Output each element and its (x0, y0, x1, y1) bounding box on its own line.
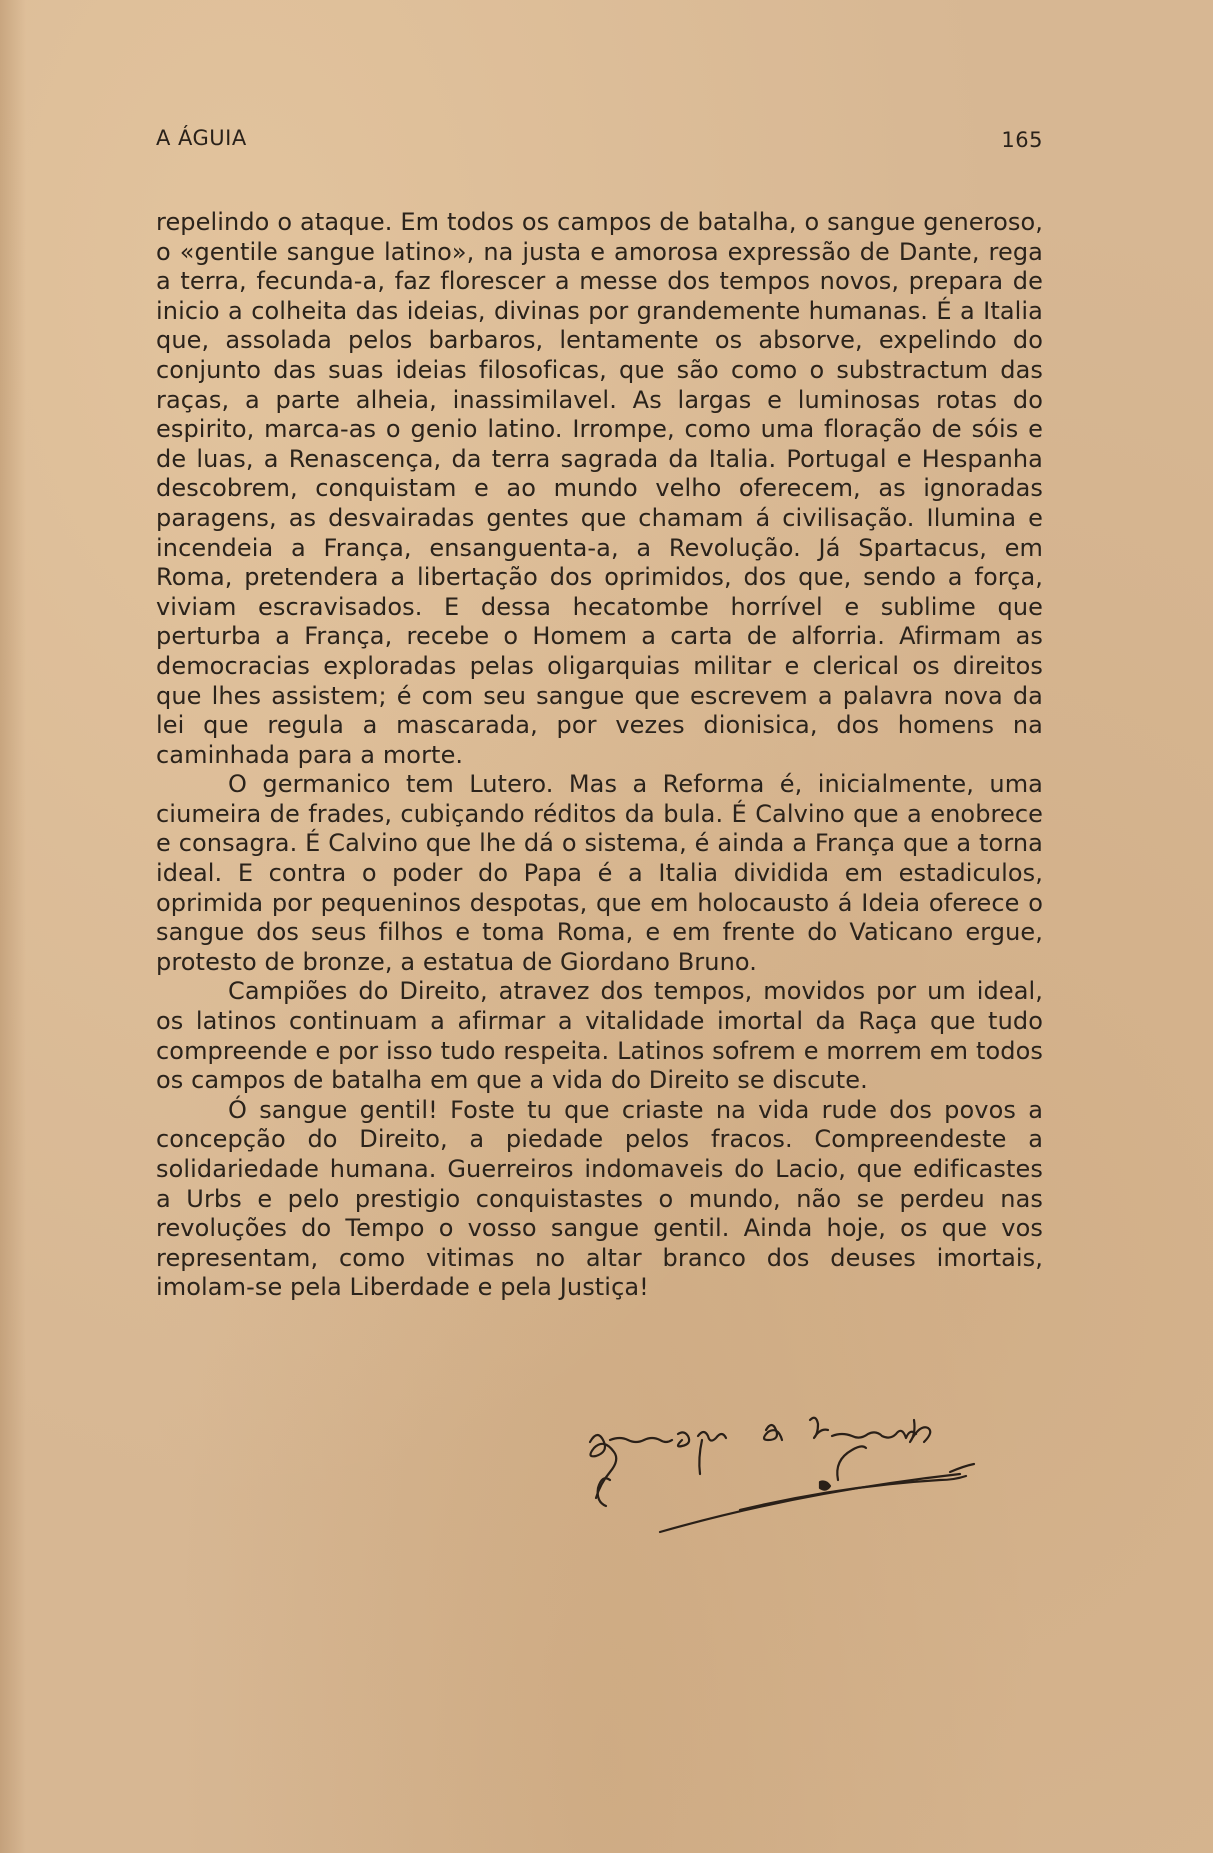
page-edge-shadow (0, 0, 26, 1853)
paragraph-2: O germanico tem Lutero. Mas a Reforma é, inicialmente, uma ciumeira de frades, cubiçando réditos da bula. É Calvino que a enobrece e consagra. É Calvino que lhe dá o sistema, é ainda a França que a torna ideal. E contra o poder do Papa é a Italia dividida em estadiculos, oprimida por pequeninos despotas, que em holocausto á Ideia oferece o sangue dos seus filhos e toma Roma, e em frente do Vaticano ergue, protesto de bronze, a estatua de Giordano Bruno. (156, 770, 1043, 976)
article-body (156, 208, 1043, 1303)
paragraph-4: Ó sangue gentil! Foste tu que criaste na vida rude dos povos a concepção do Direito, a piedade pelos fracos. Compreendeste a solidariedade humana. Guerreiros indomaveis do Lacio, que edificastes a Urbs e pelo prestigio conquistastes o mundo, não se perdeu nas revoluções do Tempo o vosso sangue gentil. Ainda hoje, os que vos representam, como vitimas no altar branco dos deuses imortais, imolam-se pela Liberdade e pela Justiça! (156, 1095, 1043, 1302)
handwritten-signature (570, 1410, 1040, 1540)
journal-title: A ÁGUIA (156, 126, 247, 150)
paragraph-1: repelindo o ataque. Em todos os campos de batalha, o sangue generoso, o «gentile sangue latino», na justa e amorosa expressão de Dante, rega a terra, fecunda-a, faz florescer a messe dos tempos novos, prepara de inicio a colheita das ideias, divinas por grandemente humanas. É a Italia que, assolada pelos barbaros, lentamente os absorve, expelindo do conjunto das suas ideias filosoficas, que são como o substractum das raças, a parte alheia, inassimilavel. As largas e luminosas rotas do espirito, marca-as o genio latino. Irrompe, como uma floração de sóis e de luas, a Renascença, da terra sagrada da Italia. Portugal e Hespanha descobrem, conquistam e ao mundo velho oferecem, as ignoradas paragens, as desvairadas gentes que chamam á civilisação. Ilumina e incendeia a França, ensanguenta-a, a Revolução. Já Spartacus, em Roma, pretendera a libertação dos oprimidos, dos que, sendo a força, viviam escravisados. E dessa hecatombe horrível e sublime que perturba a França, recebe o Homem a carta de alforria. Afirmam as democracias exploradas pelas oligarquias militar e clerical os direitos que lhes assistem; é com seu sangue que escrevem a palavra nova da lei que regula a mascarada, por vezes dionisica, dos homens na caminhada para a morte. (156, 208, 1043, 769)
paragraph-3: Campiões do Direito, atravez dos tempos, movidos por um ideal, os latinos continuam a afirmar a vitalidade imortal da Raça que tudo compreende e por isso tudo respeita. Latinos sofrem e morrem em todos os campos de batalha em que a vida do Direito se discute. (156, 977, 1043, 1095)
page-number: 165 (1001, 128, 1043, 152)
running-header (156, 126, 1043, 158)
